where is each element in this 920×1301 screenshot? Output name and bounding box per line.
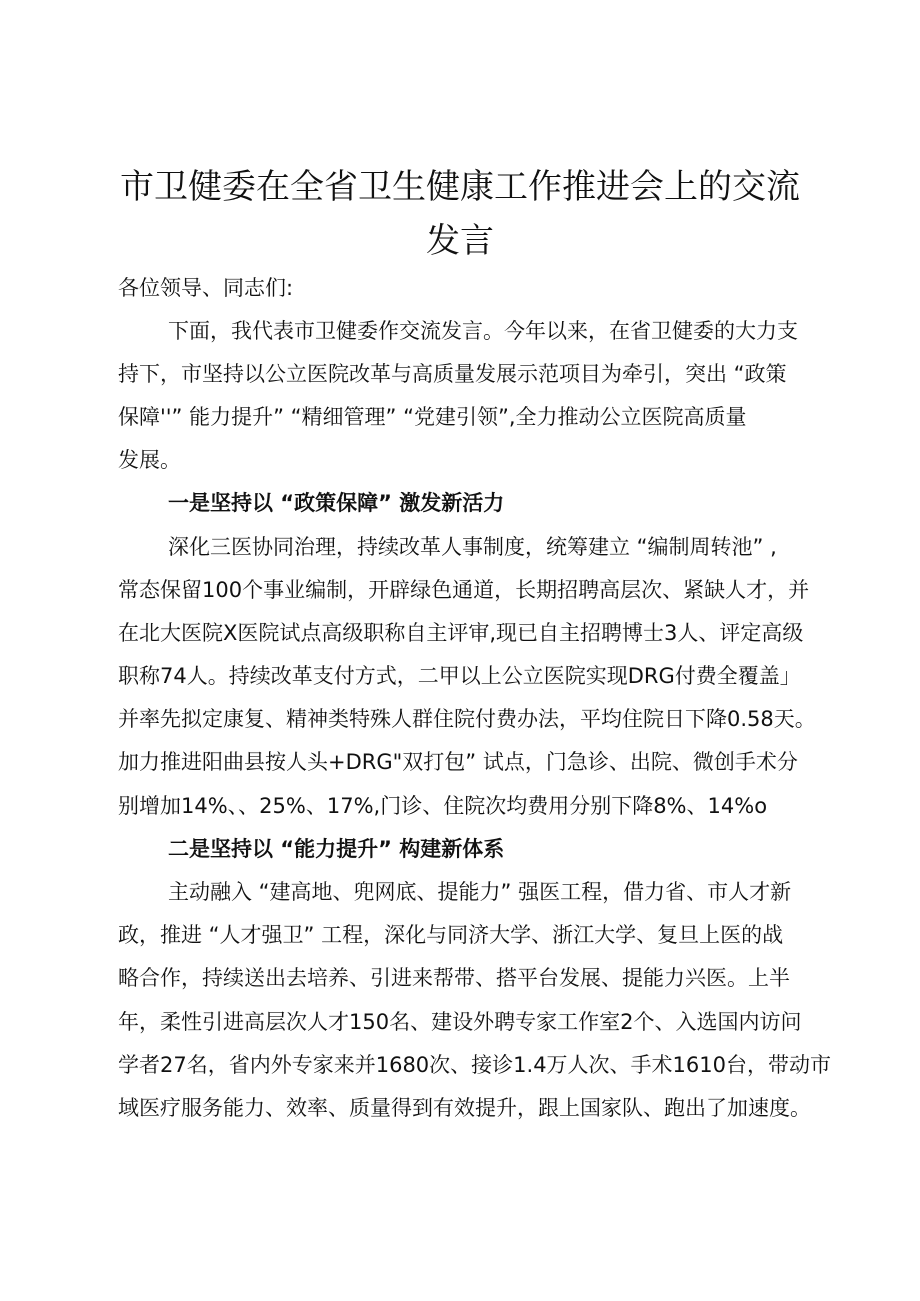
section-2-line-4: 年，柔性引进高层次人才150名、建设外聘专家工作室2个、入选国内访问 <box>118 1010 802 1034</box>
section-2-line-2: 政，推进 “人才强卫” 工程，深化与同济大学、浙江大学、复旦上医的战 <box>118 923 784 947</box>
section-2-line-3: 略合作，持续送出去培养、引进来帮带、搭平台发展、提能力兴医。上半 <box>118 966 790 990</box>
section-1-line-7: 别增加14%、、25%、17%,门诊、住院次均费用分别下降8%、14%o <box>118 794 768 818</box>
section-1-line-5: 并率先拟定康复、精神类特殊人群住院付费办法，平均住院日下降0.58天。 <box>118 707 816 731</box>
section-1-heading: 一是坚持以 “政策保障” 激发新活力 <box>168 491 505 515</box>
salutation: 各位领导、同志们: <box>118 276 294 300</box>
section-2-heading: 二是坚持以 “能力提升” 构建新体系 <box>168 837 505 861</box>
section-1-line-4: 职称74人。持续改革支付方式，二甲以上公立医院实现DRG付费全覆盖」 <box>118 664 801 688</box>
section-2-line-1: 主动融入 “建高地、兜网底、提能力” 强医工程，借力省、市人才新 <box>168 880 792 904</box>
section-2-line-5: 学者27名，省内外专家来并1680次、接诊1.4万人次、手术1610台，带动市 <box>118 1053 832 1077</box>
section-1-line-2: 常态保留100个事业编制，开辟绿色通道，长期招聘高层次、紧缺人才，并 <box>118 578 810 602</box>
section-2-line-6: 域医疗服务能力、效率、质量得到有效提升，跟上国家队、跑出了加速度。 <box>118 1096 811 1120</box>
section-1-line-3: 在北大医院X医院试点高级职称自主评审,现已自主招聘博士3人、评定高级 <box>118 621 804 645</box>
document-title-line-1: 市卫健委在全省卫生健康工作推进会上的交流 <box>120 167 800 207</box>
intro-line-2: 持下，市坚持以公立医院改革与高质量发展示范项目为牵引，突出 “政策 <box>118 362 787 386</box>
section-1-line-6: 加力推进阳曲县按人头+DRG"双打包” 试点，门急诊、出院、微创手术分 <box>118 750 798 774</box>
intro-line-1: 下面，我代表市卫健委作交流发言。今年以来，在省卫健委的大力支 <box>168 319 798 343</box>
intro-line-4: 发展。 <box>118 448 181 472</box>
section-1-line-1: 深化三医协同治理，持续改革人事制度，统筹建立 “编制周转池” , <box>168 535 777 559</box>
intro-line-3: 保障''” 能力提升” “精细管理” “党建引领”,全力推动公立医院高质量 <box>118 405 747 429</box>
document-title-line-2: 发言 <box>426 221 494 261</box>
